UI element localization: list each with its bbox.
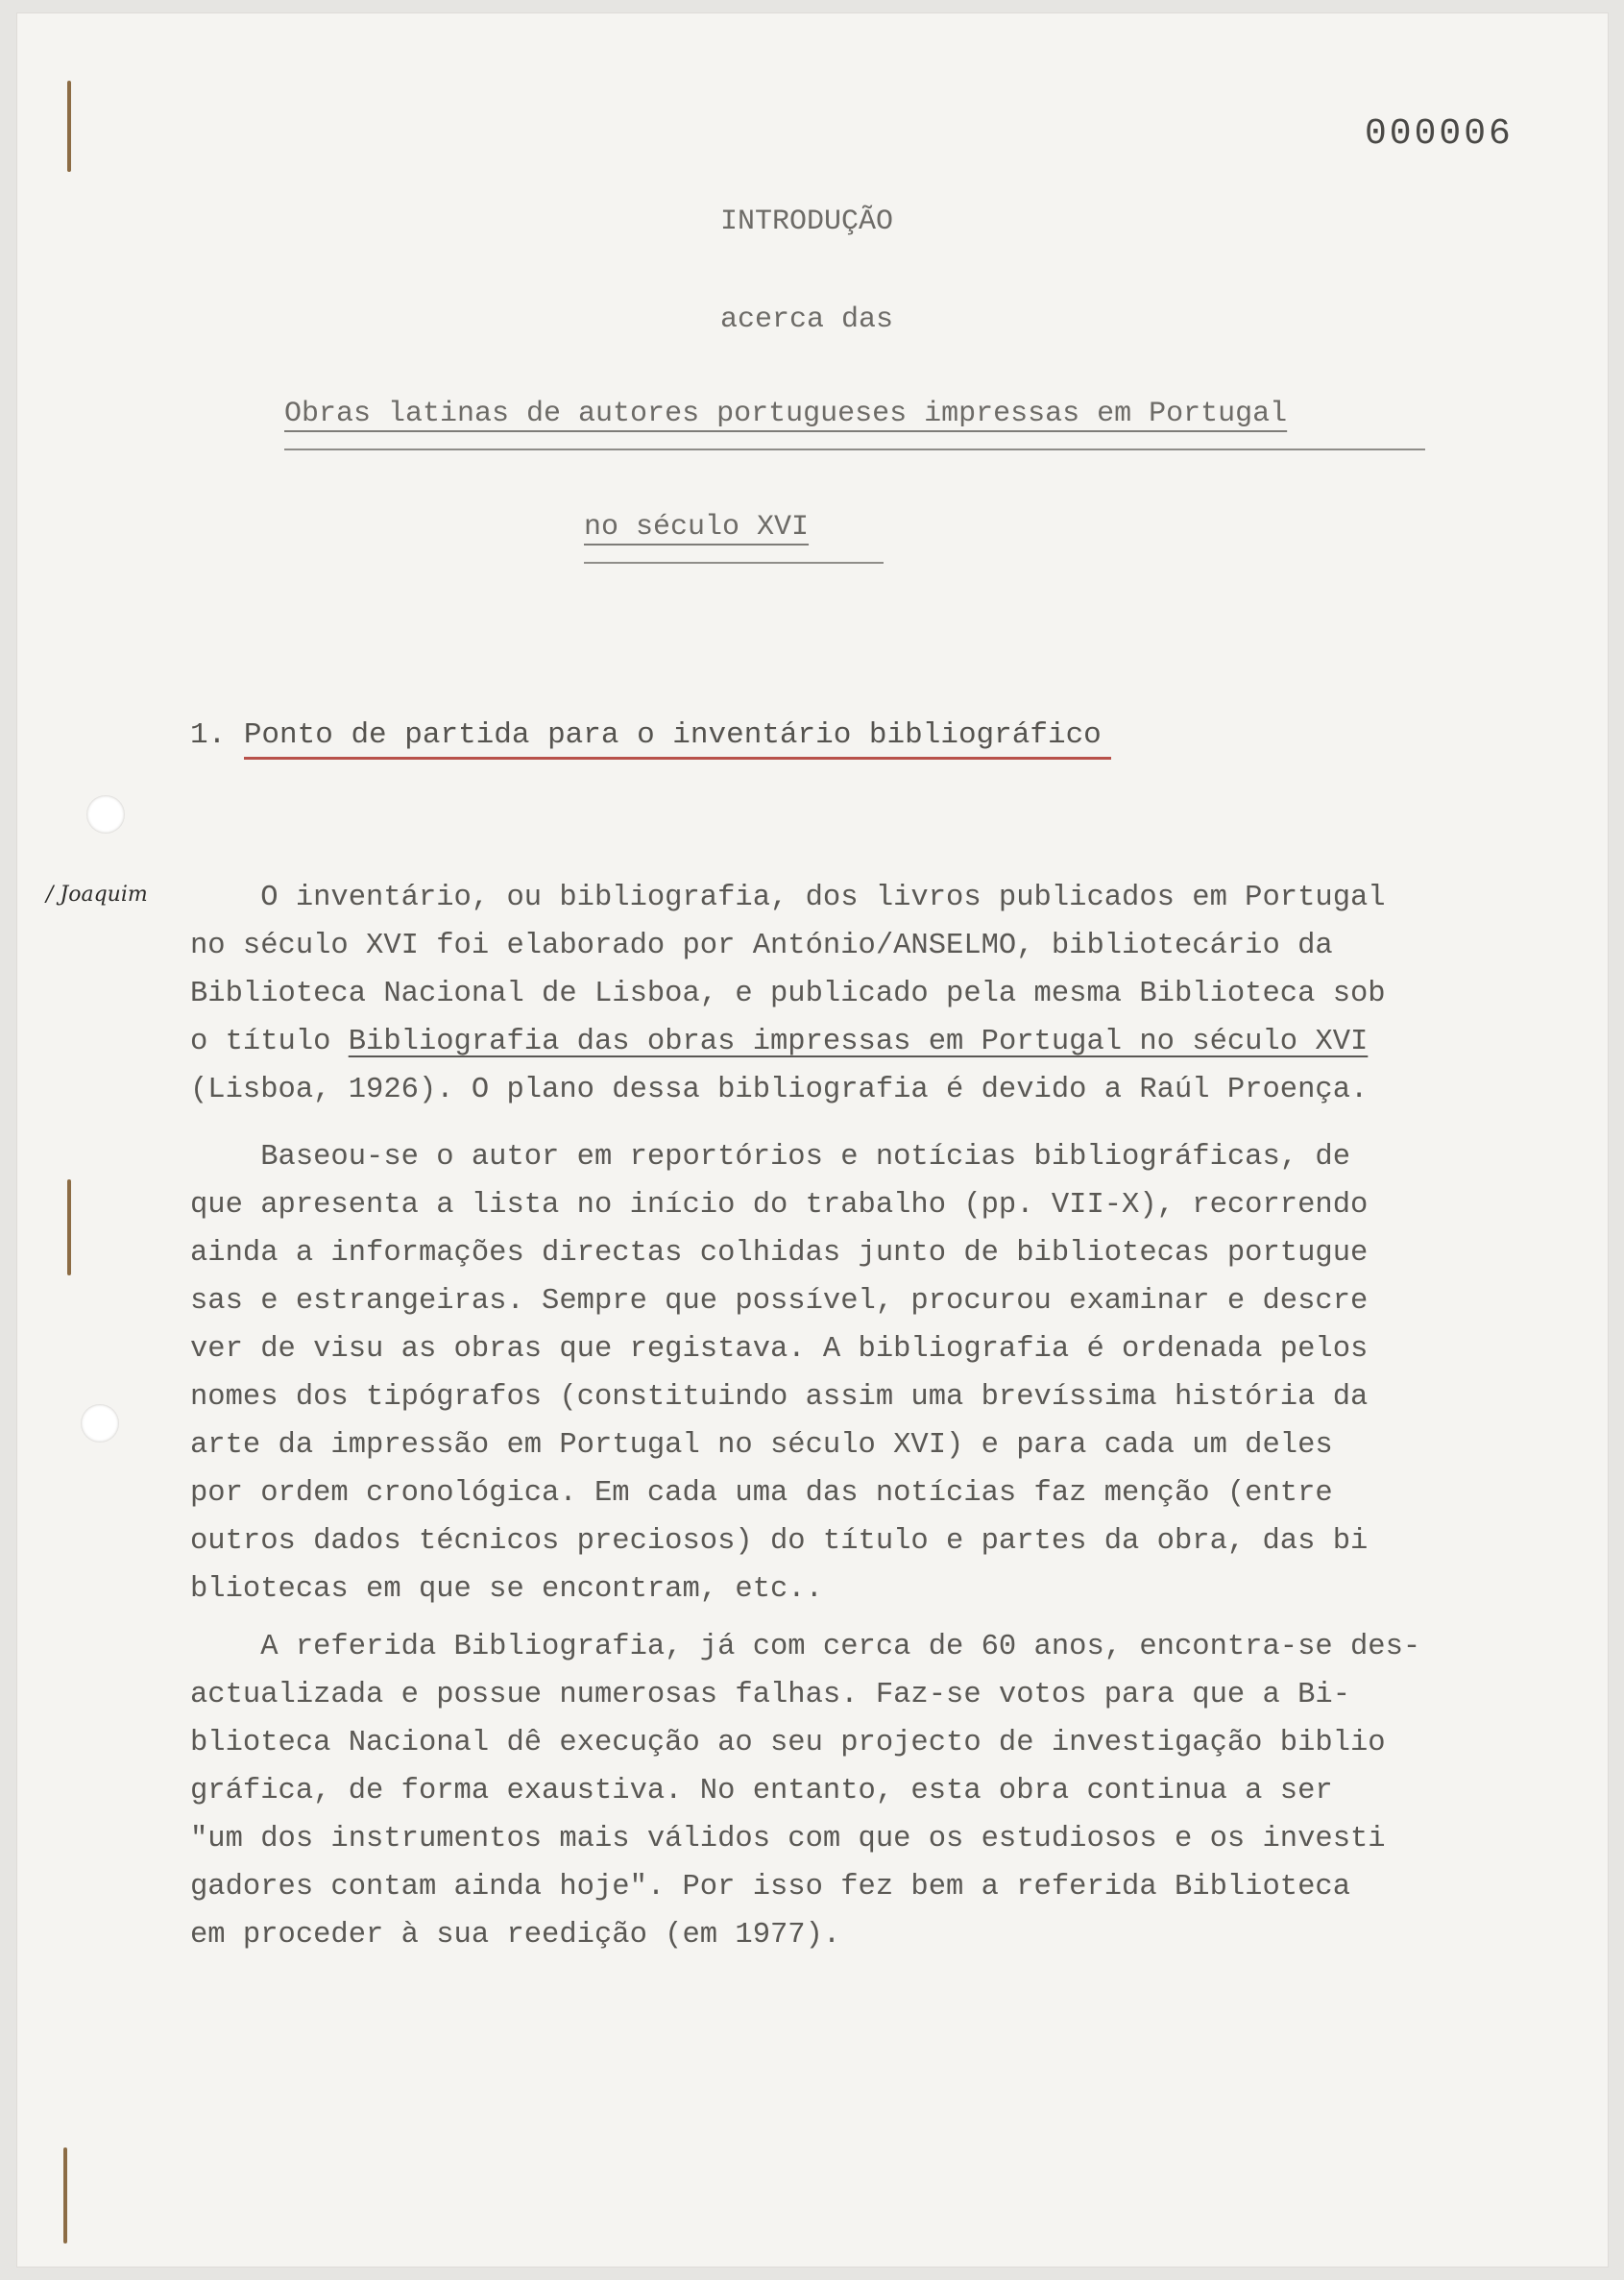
- p2-line: por ordem cronológica. Em cada uma das notícias faz menção (entre: [190, 1477, 1333, 1510]
- p1-line: no século XVI foi elaborado por António/ANSELMO, bibliotecário da: [190, 930, 1333, 962]
- p2-line: nomes dos tipógrafos (constituindo assim uma brevíssima história da: [190, 1381, 1369, 1414]
- section-heading: [190, 718, 1102, 752]
- document-page: [17, 13, 1608, 2267]
- section-heading-text: Ponto de partida para o inventário bibliográfico: [243, 718, 1102, 752]
- punch-hole-bottom: [81, 1404, 119, 1443]
- paragraph-1: [190, 874, 1554, 1114]
- title-line-3: [284, 398, 1446, 430]
- handwritten-margin-note: / Joaquim: [46, 883, 148, 907]
- title-line-2: acerca das: [719, 303, 894, 336]
- p3-line: gadores contam ainda hoje". Por isso fez bem a referida Biblioteca: [190, 1871, 1350, 1904]
- p1-line-prefix: o título: [190, 1026, 349, 1058]
- title-line-3-text: Obras latinas de autores portugueses impressas em Portugal: [284, 398, 1288, 430]
- p1-line: Biblioteca Nacional de Lisboa, e publicado pela mesma Biblioteca sob: [190, 978, 1386, 1010]
- p2-line: que apresenta a lista no início do trabalho (pp. VII-X), recorrendo: [190, 1189, 1369, 1222]
- title-line-4: [584, 511, 910, 544]
- staple-mark-bottom: [63, 2147, 67, 2244]
- p2-line: sas e estrangeiras. Sempre que possível, procurou examinar e descre: [190, 1285, 1369, 1318]
- p3-line: gráfica, de forma exaustiva. No entanto, esta obra continua a ser: [190, 1775, 1333, 1807]
- title-line-4-text: no século XVI: [584, 511, 810, 544]
- p1-line: [190, 1018, 1554, 1066]
- p2-line: Baseou-se o autor em reportórios e notícias bibliográficas, de: [190, 1141, 1350, 1174]
- p3-line: actualizada e possue numerosas falhas. Faz-se votos para que a Bi-: [190, 1679, 1350, 1711]
- cited-title: Bibliografia das obras impressas em Portugal no século XVI: [348, 1026, 1369, 1058]
- title-line-4-underline: [584, 562, 884, 564]
- p3-line: "um dos instrumentos mais válidos com que os estudiosos e os investi: [190, 1823, 1386, 1856]
- p2-line: arte da impressão em Portugal no século XVI) e para cada um deles: [190, 1429, 1333, 1462]
- paragraph-3: [190, 1623, 1554, 1959]
- paragraph-2: [190, 1133, 1554, 1613]
- section-number: 1.: [190, 718, 227, 752]
- p1-line: (Lisboa, 1926). O plano dessa bibliografia é devido a Raúl Proença.: [190, 1074, 1369, 1106]
- staple-mark-middle: [67, 1179, 71, 1275]
- title-line-3-underline: [284, 449, 1425, 450]
- p2-line: bliotecas em que se encontram, etc..: [190, 1573, 823, 1606]
- title-line-1: INTRODUÇÃO: [719, 206, 894, 238]
- p2-line: ver de visu as obras que registava. A bibliografia é ordenada pelos: [190, 1333, 1369, 1366]
- p1-line: O inventário, ou bibliografia, dos livros publicados em Portugal: [190, 882, 1386, 914]
- p2-line: ainda a informações directas colhidas junto de bibliotecas portugue: [190, 1237, 1369, 1270]
- p3-line: blioteca Nacional dê execução ao seu projecto de investigação biblio: [190, 1727, 1386, 1759]
- p3-line: A referida Bibliografia, já com cerca de 60 anos, encontra-se des-: [190, 1631, 1421, 1663]
- page-number: 000006: [1365, 113, 1514, 155]
- punch-hole-top: [86, 795, 125, 834]
- p3-line: em proceder à sua reedição (em 1977).: [190, 1919, 841, 1952]
- staple-mark-top: [67, 81, 71, 172]
- p2-line: outros dados técnicos preciosos) do título e partes da obra, das bi: [190, 1525, 1369, 1558]
